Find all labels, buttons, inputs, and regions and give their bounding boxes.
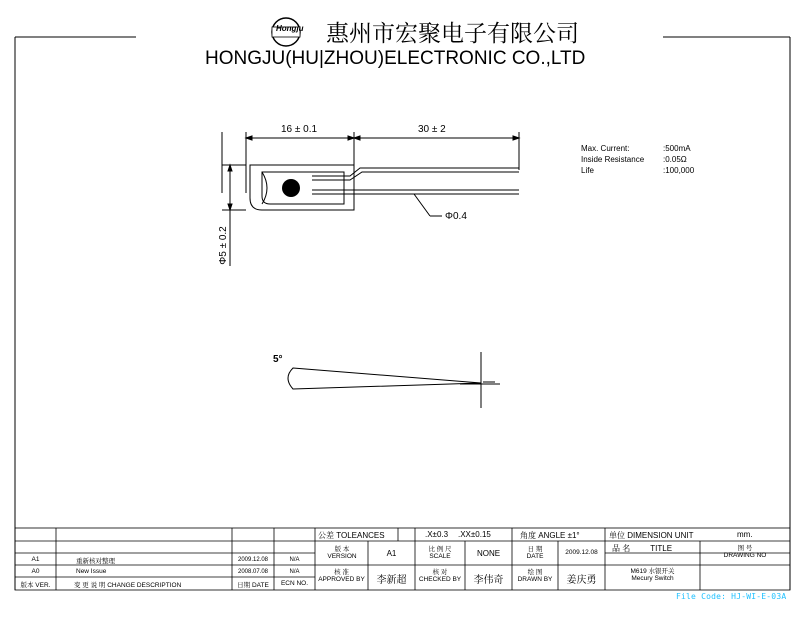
drawing-no-label: 图 号 DRAWING NO [723,545,767,559]
version-value: A1 [386,549,397,558]
unit-value: mm. [737,530,753,539]
spec-value-current: :500mA [663,144,691,153]
revision-desc-header: 变 更 说 明 CHANGE DESCRIPTION [74,582,182,589]
dimension-unit: 单位 DIMENSION UNIT [609,531,694,540]
company-name-cn: 惠州市宏聚电子有限公司 [326,21,579,47]
revision-ver-a0: A0 [31,568,40,575]
revision-date-a0: 2008.07.08 [237,569,269,575]
drawn-label: 绘 图 DRAWN BY [517,569,553,583]
spec-label-current: Max. Current: [581,144,630,153]
revision-desc-a0: New Issue [76,568,107,575]
revision-date-a1: 2009.12.08 [237,557,269,563]
revision-date-header: 日期 DATE [237,582,269,589]
spec-label-resistance: Inside Resistance [581,155,645,164]
drawing-title: M619 水银开关 Mecury Switch [630,568,675,582]
dim-lead-length: 30 ± 2 [418,124,446,135]
approved-label: 核 准 APPROVED BY [318,569,365,583]
revision-ecn-a1: N/A [289,557,300,563]
dim-body-length: 16 ± 0.1 [281,124,318,135]
scale-label: 比 例 尺 SCALE [428,546,452,560]
drawn-name: 姜庆勇 [566,575,597,586]
date-label: 日 期 DATE [526,546,544,560]
tolerance-x: .X±0.3 [425,530,449,539]
approved-name: 李新超 [376,575,407,586]
version-label: 版 本 VERSION [327,546,357,560]
spec-label-life: Life [581,166,594,175]
date-value: 2009.12.08 [565,549,598,556]
tolerance-xx: .XX±0.15 [458,530,491,539]
company-name-en: HONGJU(HU|ZHOU)ELECTRONIC CO.,LTD [205,48,586,69]
spec-value-life: :100,000 [663,166,695,175]
mercury-ball [282,179,300,197]
switch-top-view [222,132,519,266]
spec-labels [581,143,644,176]
angle-tolerance: 角度 ANGLE ±1° [520,531,580,540]
spec-value-resistance: :0.05Ω [663,155,687,164]
product-label: 品 名 TITLE [612,544,673,553]
spec-values [663,143,694,176]
revision-ver-a1: A1 [31,556,40,563]
dim-lead-diameter: Φ0.4 [445,211,467,222]
switch-side-view [288,352,500,408]
revision-ecn-a0: N/A [289,569,300,575]
revision-ecn-header: ECN NO. [280,580,309,587]
dim-diameter: Φ5 ± 0.2 [217,226,229,265]
revision-ver-header: 版本 VER. [20,582,51,589]
scale-value: NONE [476,549,501,558]
file-code: File Code: HJ-WI-E-03A [676,592,787,601]
logo-text: Hongju [276,24,304,33]
checked-name: 李伟奇 [473,575,504,586]
tolerances-label: 公差 TOLEANCES [318,531,385,540]
dim-angle: 5° [273,354,283,365]
checked-label: 核 对 CHECKED BY [418,569,462,583]
revision-desc-a1: 重新核对整理 [76,558,115,565]
